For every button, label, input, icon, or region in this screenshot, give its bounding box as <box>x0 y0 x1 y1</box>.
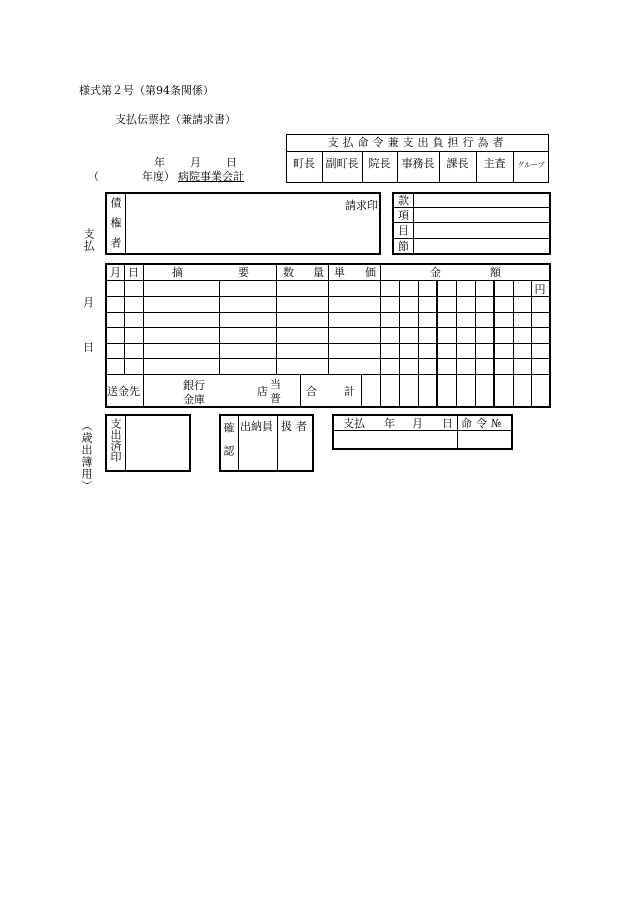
side-month-label: 月 <box>83 296 94 309</box>
handler-label: 扱者 <box>281 420 311 433</box>
side-pay-label: 支払 <box>82 228 95 252</box>
class-kou: 項 <box>398 209 409 222</box>
accounting-name: 病院事業会計 <box>178 170 244 183</box>
paren-open: （ <box>88 170 99 183</box>
creditor-seal-label: 請求印 <box>345 199 378 212</box>
payment-day-label: 日 <box>442 417 453 430</box>
payment-year-label: 年 <box>384 417 395 430</box>
approval-col-section-chief: 課長 <box>446 157 469 170</box>
col-qty: 数 <box>283 266 294 279</box>
approval-col-director: 院長 <box>368 157 391 170</box>
approval-col-deputy-mayor: 副町長 <box>325 157 359 170</box>
class-moku: 目 <box>398 224 409 237</box>
creditor-label: 債権者 <box>109 197 122 257</box>
col-unit-price-2: 価 <box>365 266 376 279</box>
col-summary-2: 要 <box>238 266 249 279</box>
yen-unit: 円 <box>534 283 546 296</box>
col-qty-2: 量 <box>313 266 324 279</box>
ordinary-account-label: 普 <box>270 392 281 405</box>
fiscal-year-label: 年度） <box>142 170 175 183</box>
col-day: 日 <box>128 266 139 279</box>
col-month: 月 <box>110 266 121 279</box>
side-day-label: 日 <box>83 341 94 354</box>
total-label-2: 計 <box>344 385 355 398</box>
payment-month-label: 月 <box>412 417 423 430</box>
total-label-1: 合 <box>306 385 317 398</box>
branch-label: 店 <box>257 385 268 398</box>
col-summary: 摘 <box>172 266 183 279</box>
form-title: 支払伝票控（兼請求書） <box>115 113 236 126</box>
payment-date-label: 支払 <box>343 417 365 430</box>
class-setsu: 節 <box>398 240 409 253</box>
approval-col-chief: 主査 <box>483 157 506 170</box>
creditor-box <box>105 192 381 255</box>
paid-seal-label: 支出済印 <box>109 418 122 462</box>
confirm-label: 確認 <box>222 422 235 468</box>
col-unit-price: 単 <box>334 266 345 279</box>
remit-label: 送金先 <box>107 385 140 398</box>
order-number-label: 命令№ <box>461 417 506 430</box>
approval-col-group: グループ <box>517 161 545 169</box>
class-kan: 款 <box>398 194 409 207</box>
year-label: 年 <box>154 156 165 169</box>
cashier-label: 出納員 <box>240 420 273 433</box>
month-label: 月 <box>190 156 201 169</box>
col-amount-2: 額 <box>490 266 501 279</box>
side-ledger-label: （歳出簿用） <box>80 420 93 492</box>
approval-title: 支払命令兼支出負担行為者 <box>327 136 508 149</box>
approval-col-mayor: 町長 <box>293 157 315 170</box>
col-amount: 金 <box>430 266 441 279</box>
shinkin-label: 金庫 <box>183 393 205 406</box>
approval-col-admin-chief: 事務長 <box>401 157 435 170</box>
current-account-label: 当 <box>270 378 281 391</box>
classification-box <box>392 192 551 255</box>
day-label: 日 <box>226 156 237 169</box>
bank-label: 銀行 <box>183 379 205 392</box>
form-number: 様式第２号（第94条関係） <box>79 84 214 97</box>
